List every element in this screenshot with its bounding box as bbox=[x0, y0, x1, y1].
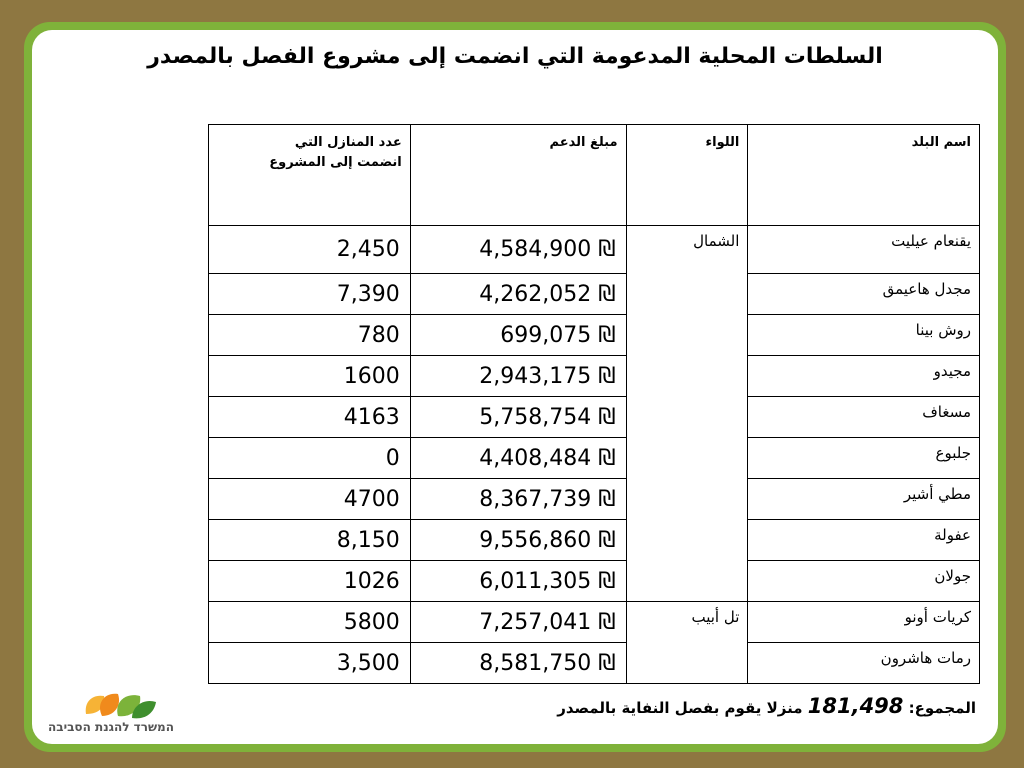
cell-amount: 4,408,484 ₪ bbox=[410, 438, 626, 479]
leaf-logo-icon bbox=[86, 694, 156, 719]
table-row bbox=[209, 315, 980, 356]
cell-name: يقنعام عيليت bbox=[748, 226, 980, 274]
cell-amount: 4,262,052 ₪ bbox=[410, 274, 626, 315]
table-row bbox=[209, 643, 980, 684]
cell-homes: 8,150 bbox=[209, 520, 411, 561]
table-row bbox=[209, 397, 980, 438]
logo-text: המשרד להגנת הסביבה bbox=[48, 720, 174, 734]
header-amount: مبلغ الدعم bbox=[410, 125, 626, 226]
cell-homes: 3,500 bbox=[209, 643, 411, 684]
table-row bbox=[209, 602, 980, 643]
table-row bbox=[209, 356, 980, 397]
summary-line bbox=[557, 694, 976, 718]
cell-amount: 7,257,041 ₪ bbox=[410, 602, 626, 643]
header-homes bbox=[209, 125, 411, 226]
cell-homes: 780 bbox=[209, 315, 411, 356]
table-row bbox=[209, 479, 980, 520]
summary-total: 181,498 bbox=[807, 694, 904, 718]
header-district: اللواء bbox=[626, 125, 748, 226]
cell-homes: 4700 bbox=[209, 479, 411, 520]
cell-name: جلبوع bbox=[748, 438, 980, 479]
cell-amount: 9,556,860 ₪ bbox=[410, 520, 626, 561]
cell-homes: 5800 bbox=[209, 602, 411, 643]
cell-amount: 8,581,750 ₪ bbox=[410, 643, 626, 684]
cell-homes: 1600 bbox=[209, 356, 411, 397]
cell-amount: 699,075 ₪ bbox=[410, 315, 626, 356]
slide-title: السلطات المحلية المدعومة التي انضمت إلى مشروع الفصل بالمصدر bbox=[147, 44, 883, 69]
cell-name: مجيدو bbox=[748, 356, 980, 397]
cell-name: كريات أونو bbox=[748, 602, 980, 643]
cell-name: روش بينا bbox=[748, 315, 980, 356]
cell-amount: 4,584,900 ₪ bbox=[410, 226, 626, 274]
table-row bbox=[209, 561, 980, 602]
cell-name: مجدل هاعيمق bbox=[748, 274, 980, 315]
cell-name: مسغاف bbox=[748, 397, 980, 438]
slide bbox=[32, 30, 998, 744]
table-row bbox=[209, 438, 980, 479]
table-row bbox=[209, 226, 980, 274]
summary-text: منزلا يقوم بفصل النفاية بالمصدر bbox=[557, 699, 803, 717]
cell-homes: 2,450 bbox=[209, 226, 411, 274]
municipalities-table bbox=[208, 124, 980, 684]
cell-name: مطي أشير bbox=[748, 479, 980, 520]
table-row bbox=[209, 520, 980, 561]
cell-district-north: الشمال bbox=[626, 226, 748, 602]
header-homes-line1: عدد المنازل التي bbox=[294, 135, 402, 150]
cell-amount: 8,367,739 ₪ bbox=[410, 479, 626, 520]
cell-amount: 6,011,305 ₪ bbox=[410, 561, 626, 602]
cell-homes: 1026 bbox=[209, 561, 411, 602]
summary-label: المجموع: bbox=[908, 699, 976, 717]
table-header-row bbox=[209, 125, 980, 226]
cell-name: عفولة bbox=[748, 520, 980, 561]
header-homes-line2: انضمت إلى المشروع bbox=[269, 155, 402, 170]
cell-homes: 0 bbox=[209, 438, 411, 479]
cell-amount: 2,943,175 ₪ bbox=[410, 356, 626, 397]
cell-name: جولان bbox=[748, 561, 980, 602]
cell-amount: 5,758,754 ₪ bbox=[410, 397, 626, 438]
header-name: اسم البلد bbox=[748, 125, 980, 226]
cell-homes: 4163 bbox=[209, 397, 411, 438]
table-row bbox=[209, 274, 980, 315]
cell-homes: 7,390 bbox=[209, 274, 411, 315]
cell-district-tel-aviv: تل أبيب bbox=[626, 602, 748, 684]
cell-name: رمات هاشرون bbox=[748, 643, 980, 684]
